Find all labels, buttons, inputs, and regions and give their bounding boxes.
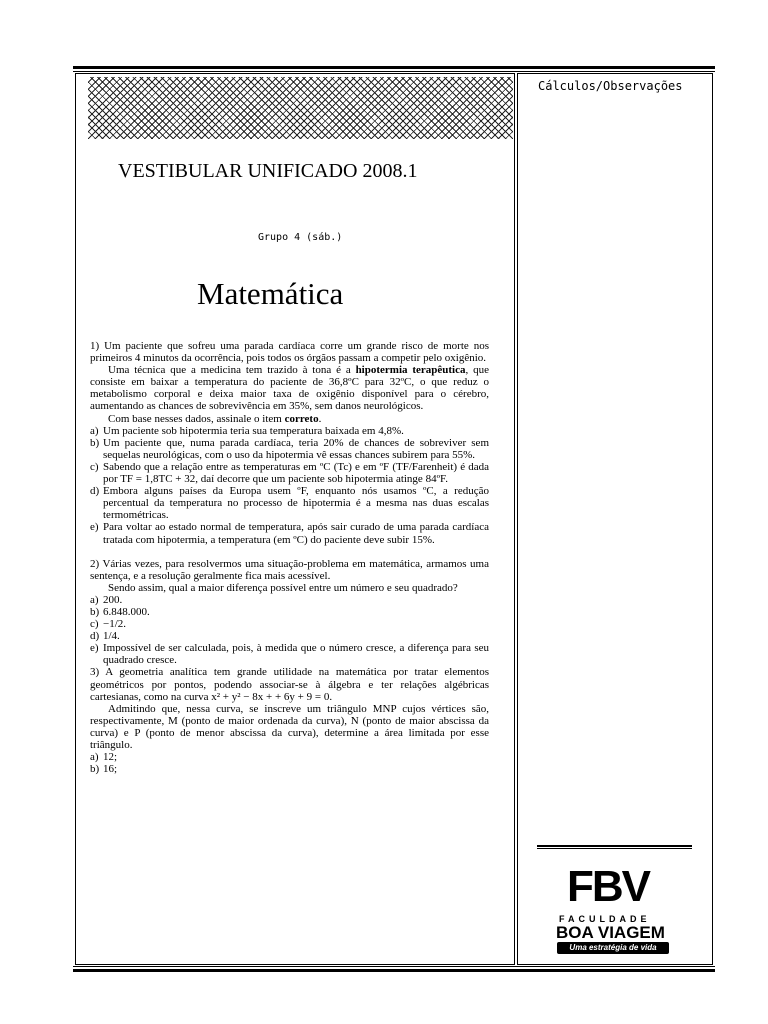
q3-option-a: [90, 751, 489, 763]
spacer: [90, 546, 489, 558]
q2-option-b: [90, 606, 489, 618]
option-letter: e): [90, 521, 99, 534]
logo-boa-viagem: BOA VIAGEM: [556, 923, 665, 942]
q2-option-d: [90, 630, 489, 642]
option-letter: b): [90, 605, 100, 618]
group-label: Grupo 4 (sáb.): [258, 232, 343, 243]
q1-p2-bold: hipotermia terapêutica: [355, 364, 466, 377]
question-3: [90, 666, 489, 775]
option-letter: d): [90, 630, 100, 643]
notes-panel: [517, 73, 713, 965]
option-letter: c): [90, 618, 99, 631]
option-letter: a): [90, 751, 99, 764]
option-text: 6.848.000.: [103, 605, 150, 618]
option-text: Um paciente que, numa parada cardíaca, teria 20% de chances de sobreviver sem sequelas neurológicas, com o uso da hipotermia vê essas chances subirem para 55%.: [103, 436, 489, 461]
q1-p3-text: Com base nesses dados, assinale o item: [108, 412, 285, 425]
top-rule: [73, 66, 715, 72]
q2-option-e: [90, 642, 489, 666]
q1-option-e: [90, 521, 489, 545]
q1-paragraph-3: [90, 413, 489, 425]
option-text: Para voltar ao estado normal de temperatura, após sair curado de uma parada cardíaca tratada com hipotermia, a temperatura (em ºC) do paciente deve subir 15%.: [103, 521, 489, 546]
option-text: 200.: [103, 593, 123, 606]
q3-paragraph-1: 3) A geometria analítica tem grande utilidade na matemática por tratar elementos geométricos por pontos, podendo associar-se à álgebra e ter relações algébricas cartesianas, como na curva x² + y² − 8x + + 6y + 9 = 0.: [90, 666, 489, 703]
q1-p2-text-end: , que consiste em baixar a temperatura do paciente de 36,8ºC para 32ºC, o que reduz o metabolismo corporal e deixa maior taxa de oxigênio disponível para o cérebro, aumentando as chances de sobrevivência em 35%, sem danos neurológicos.: [90, 364, 489, 413]
q1-option-c: [90, 461, 489, 485]
question-1: [90, 340, 489, 546]
option-letter: e): [90, 642, 99, 655]
q1-option-a: [90, 425, 489, 437]
logo-faculdade: FACULDADE: [559, 914, 651, 924]
option-letter: b): [90, 763, 100, 776]
q2-paragraph-1: 2) Várias vezes, para resolvermos uma situação-problema em matemática, armamos uma sentença, e a resolução geralmente fica mais acessível.: [90, 557, 489, 582]
decorative-pattern: [88, 77, 513, 139]
option-letter: c): [90, 460, 99, 473]
option-letter: a): [90, 593, 99, 606]
q1-paragraph-1: 1) Um paciente que sofreu uma parada cardíaca corre um grande risco de morte nos primeiros 4 minutos da ocorrência, pois todos os órgãos passam a competir pelo oxigênio.: [90, 340, 489, 365]
option-text: Impossível de ser calculada, pois, à medida que o número cresce, a diferença para seu quadrado cresce.: [103, 642, 489, 667]
question-2: [90, 558, 489, 667]
q1-p2-text: Uma técnica que a medicina tem trazido à tona é a: [108, 364, 356, 377]
option-text: 12;: [103, 751, 118, 764]
logo-tagline: Uma estratégia de vida: [557, 942, 669, 954]
logo-rule: [537, 845, 692, 849]
q2-option-c: [90, 618, 489, 630]
option-letter: d): [90, 485, 100, 498]
bottom-rule: [73, 966, 715, 972]
option-text: Embora alguns países da Europa usem ºF, enquanto nós usamos ºC, a redução percentual da temperatura no processo de hipotermia é a mesma nas duas escalas termométricas.: [103, 485, 489, 522]
option-text: 1/4.: [103, 630, 120, 643]
q1-option-b: [90, 437, 489, 461]
option-text: Sabendo que a relação entre as temperaturas em ºC (Tc) e em ºF (TF/Farenheit) é dada por TF = 1,8TC + 32, daí decorre que um paciente sob hipotermia atinge 84ºF.: [103, 460, 489, 486]
q1-p3-bold: correto: [284, 412, 319, 425]
subject-title: Matemática: [197, 276, 344, 311]
q1-p3-end: .: [318, 412, 322, 425]
q3-option-b: [90, 763, 489, 775]
option-text: −1/2.: [103, 618, 127, 631]
question-content: [90, 340, 489, 775]
option-letter: a): [90, 424, 99, 437]
fbv-logo: FBV: [567, 862, 649, 911]
q1-option-d: [90, 485, 489, 521]
option-text: 16;: [103, 763, 118, 776]
q3-paragraph-2: Admitindo que, nessa curva, se inscreve um triângulo MNP cujos vértices são, respectivamente, M (ponto de maior ordenada da curva), N (ponto de maior abscissa da curva) e P (ponto de menor abscissa da curva), determine a área limitada por esse triângulo.: [90, 702, 489, 751]
option-letter: b): [90, 436, 100, 449]
exam-title: VESTIBULAR UNIFICADO 2008.1: [118, 160, 418, 182]
option-text: Um paciente sob hipotermia teria sua temperatura baixada em 4,8%.: [103, 424, 404, 437]
q2-option-a: [90, 594, 489, 606]
notes-title: Cálculos/Observações: [538, 79, 683, 93]
q1-paragraph-2: [90, 364, 489, 412]
q2-paragraph-2: Sendo assim, qual a maior diferença possível entre um número e seu quadrado?: [108, 581, 458, 594]
